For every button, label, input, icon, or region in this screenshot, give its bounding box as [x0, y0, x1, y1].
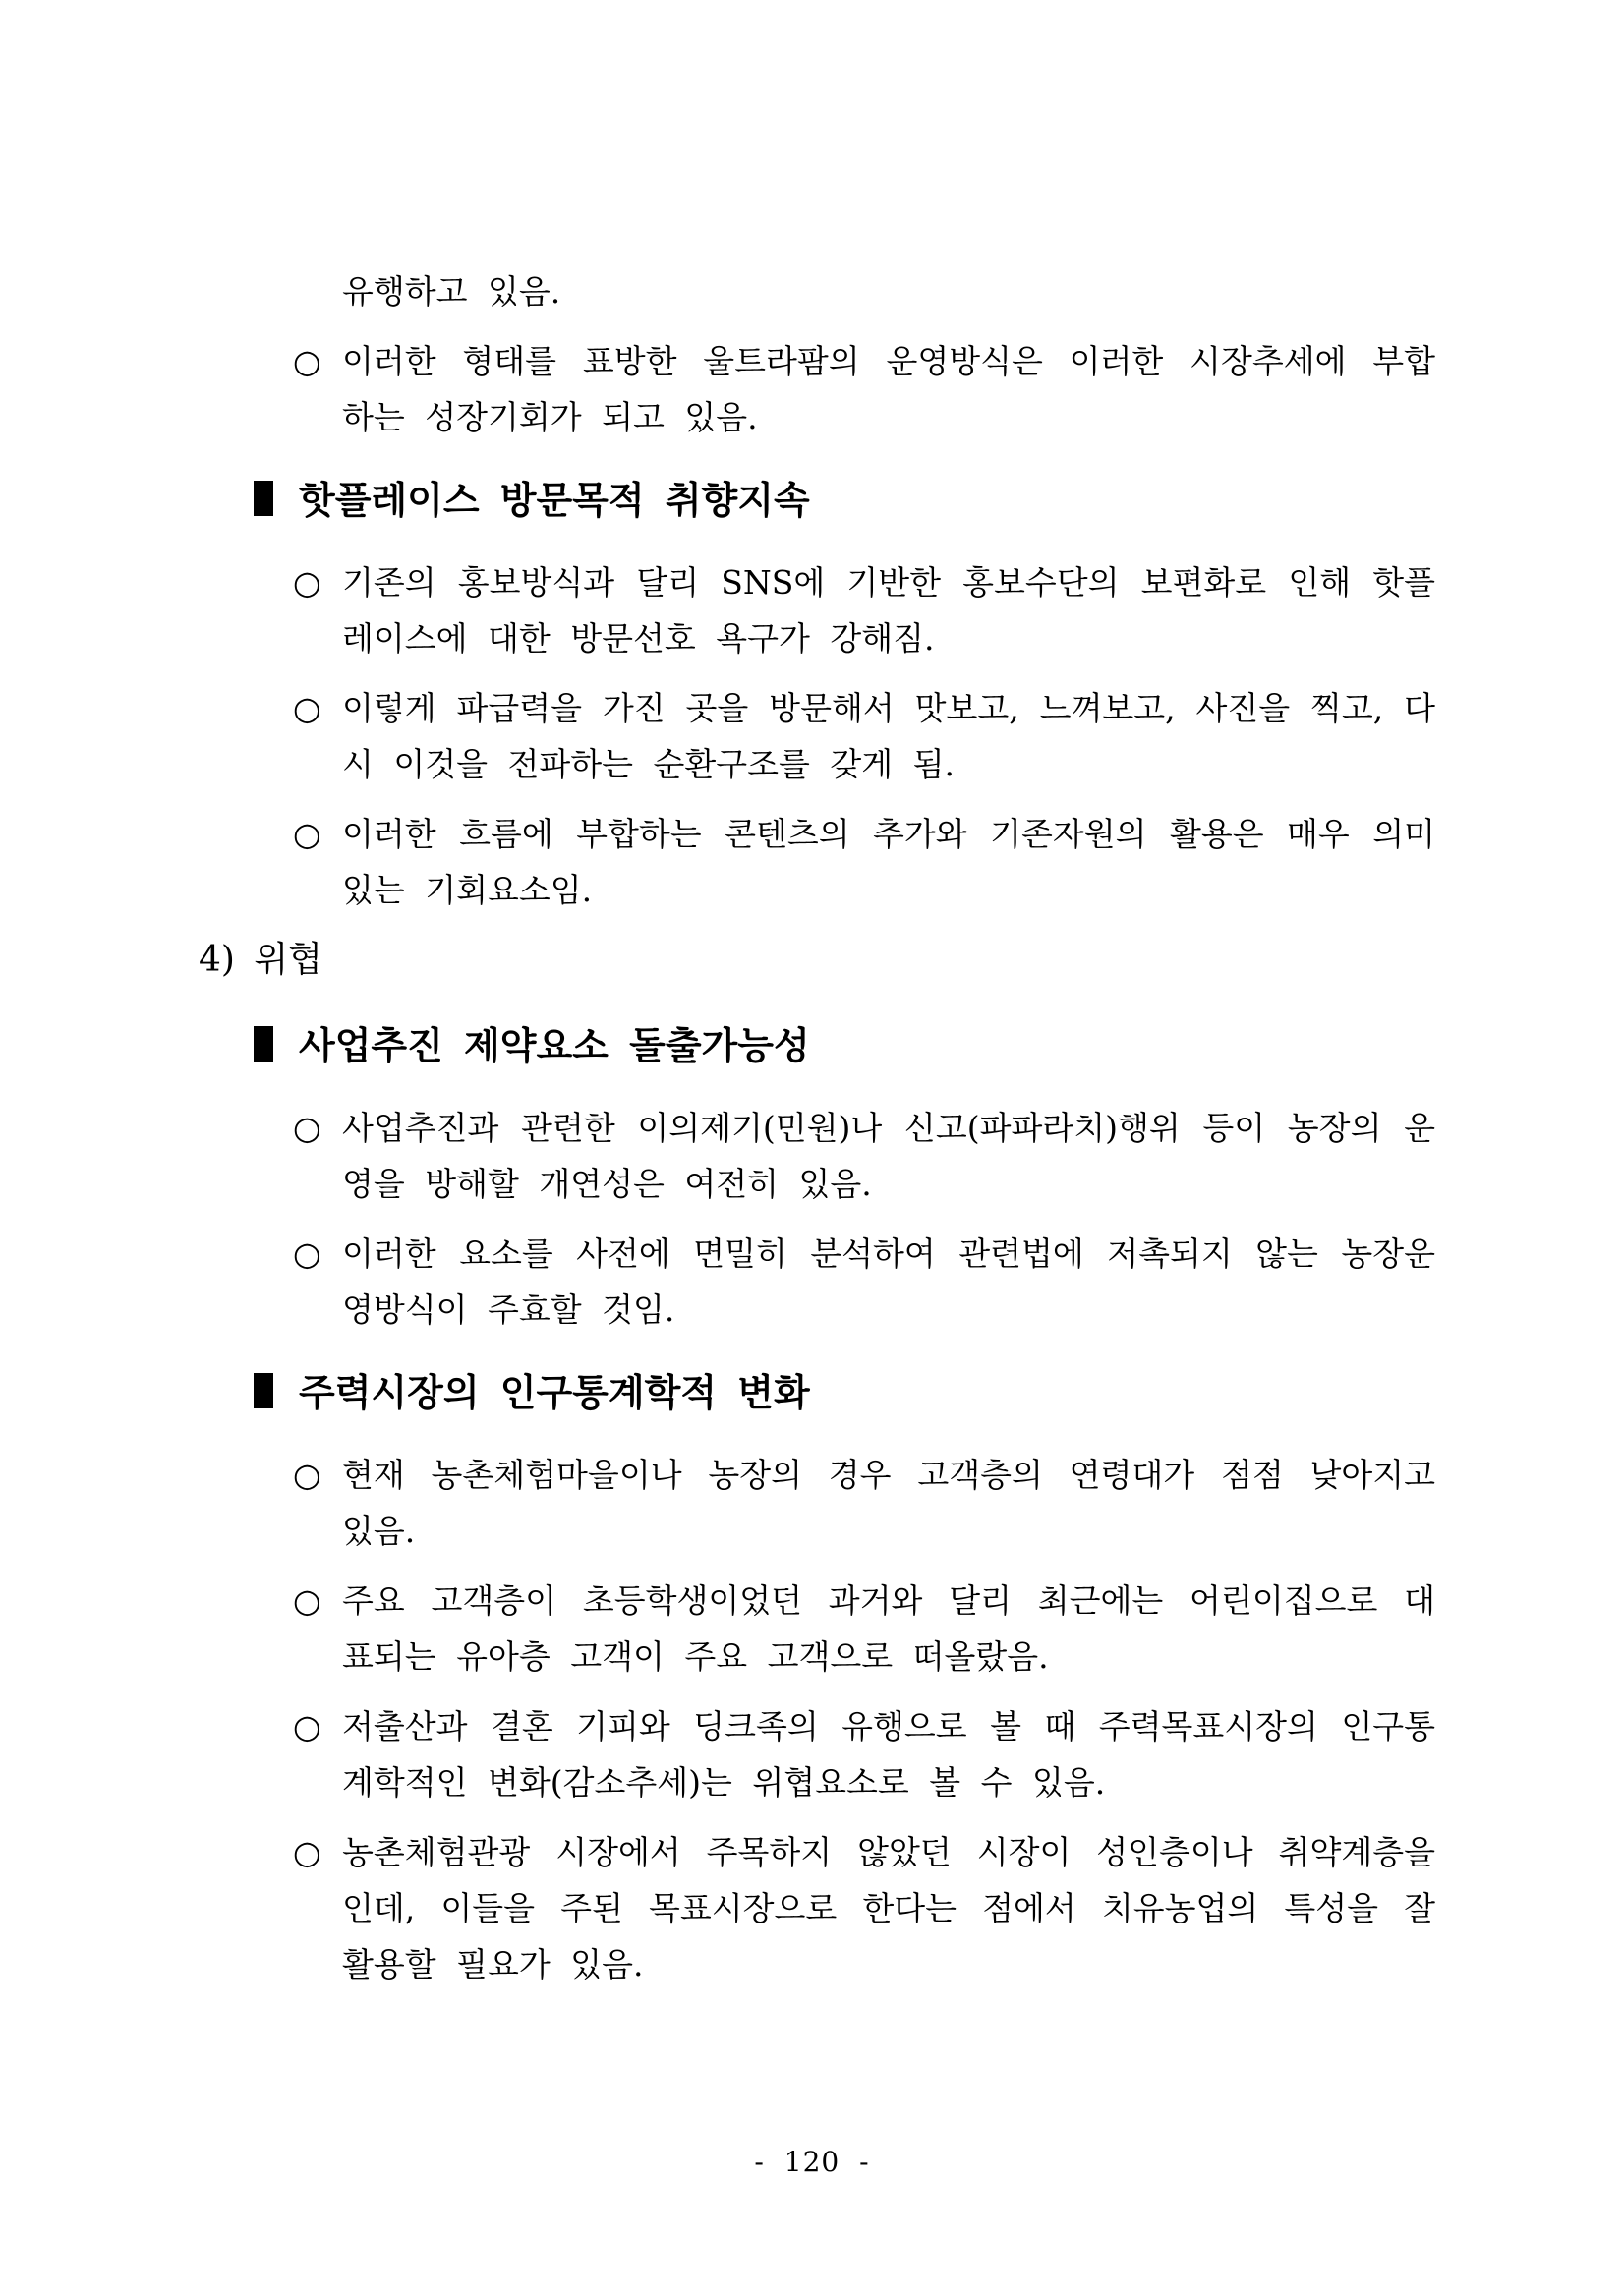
- section-heading: [254, 1017, 1624, 1073]
- paragraph-lines: [342, 1447, 1435, 1559]
- paragraph-lines: [342, 333, 1435, 445]
- text-line: 현재 농촌체험마을이나 농장의 경우 고객층의 연령대가 점점 낮아지고: [342, 1456, 1435, 1494]
- bullet-marker-icon: ○: [293, 1234, 321, 1273]
- bullet-item: [293, 1100, 1435, 1212]
- text-line: 시 이것을 전파하는 순환구조를 갖게 됨.: [342, 745, 955, 783]
- bullet-item: [293, 1226, 1435, 1338]
- continuation-paragraph: [293, 263, 1435, 319]
- bullet-marker-icon: ○: [293, 815, 321, 853]
- bullet-marker-icon: ○: [293, 1109, 321, 1147]
- paragraph-lines: [342, 1226, 1435, 1338]
- text-line: 하는 성장기회가 되고 있음.: [342, 398, 758, 436]
- heading-bar-icon: [254, 481, 273, 516]
- paragraph-lines: [342, 1573, 1435, 1685]
- bullet-item: [293, 806, 1435, 918]
- bullet-item: [293, 554, 1435, 666]
- text-line: 표되는 유아층 고객이 주요 고객으로 떠올랐음.: [342, 1637, 1049, 1676]
- heading-bar-icon: [254, 1026, 273, 1062]
- text-line: 기존의 홍보방식과 달리 SNS에 기반한 홍보수단의 보편화로 인해 핫플: [342, 563, 1435, 602]
- paragraph-lines: [342, 554, 1435, 666]
- outline-label: 4) 위협: [199, 940, 322, 980]
- text-line: 이러한 흐름에 부합하는 콘텐츠의 추가와 기존자원의 활용은 매우 의미: [342, 815, 1435, 853]
- bullet-item: [293, 680, 1435, 792]
- paragraph-lines: [342, 806, 1435, 918]
- paragraph-lines: [342, 1824, 1435, 1992]
- heading-label: 사업추진 제약요소 돌출가능성: [299, 1023, 810, 1067]
- bullet-item: [293, 1447, 1435, 1559]
- section-heading: [254, 1364, 1624, 1420]
- paragraph-lines: [342, 1100, 1435, 1212]
- section-heading: [254, 472, 1624, 528]
- text-line: 활용할 필요가 있음.: [342, 1945, 644, 1983]
- heading-label: 핫플레이스 방문목적 취향지속: [299, 478, 810, 522]
- page-footer: [0, 2141, 1624, 2184]
- text-line: 이러한 요소를 사전에 면밀히 분석하여 관련법에 저촉되지 않는 농장운: [342, 1234, 1435, 1273]
- bullet-marker-icon: ○: [293, 1833, 321, 1871]
- text-line: 인데, 이들을 주된 목표시장으로 한다는 점에서 치유농업의 특성을 잘: [342, 1889, 1435, 1927]
- text-line: 레이스에 대한 방문선호 욕구가 강해짐.: [342, 619, 935, 658]
- bullet-marker-icon: ○: [293, 563, 321, 602]
- text-line: 이렇게 파급력을 가진 곳을 방문해서 맛보고, 느껴보고, 사진을 찍고, 다: [342, 689, 1435, 727]
- bullet-marker-icon: ○: [293, 1581, 321, 1620]
- page-number: - 120 -: [754, 2146, 870, 2178]
- bullet-item: [293, 1698, 1435, 1810]
- bullet-item: [293, 1573, 1435, 1685]
- heading-label: 주력시장의 인구통계학적 변화: [299, 1370, 810, 1414]
- bullet-marker-icon: ○: [293, 1456, 321, 1494]
- heading-bar-icon: [254, 1373, 273, 1408]
- bullet-marker-icon: ○: [293, 689, 321, 727]
- paragraph-lines: [342, 680, 1435, 792]
- text-line: 있음.: [342, 1512, 416, 1550]
- outline-item: [199, 932, 1624, 988]
- text-line: 사업추진과 관련한 이의제기(민원)나 신고(파파라치)행위 등이 농장의 운: [342, 1109, 1435, 1147]
- text-line: 유행하고 있음.: [342, 272, 561, 311]
- text-line: 농촌체험관광 시장에서 주목하지 않았던 시장이 성인층이나 취약계층을: [342, 1833, 1435, 1871]
- bullet-marker-icon: ○: [293, 1707, 321, 1746]
- text-line: 이러한 형태를 표방한 울트라팜의 운영방식은 이러한 시장추세에 부합: [342, 342, 1435, 380]
- text-line: 주요 고객층이 초등학생이었던 과거와 달리 최근에는 어린이집으로 대: [342, 1581, 1435, 1620]
- bullet-marker-icon: ○: [293, 342, 321, 380]
- text-line: 계학적인 변화(감소추세)는 위협요소로 볼 수 있음.: [342, 1763, 1106, 1802]
- text-line: 영방식이 주효할 것임.: [342, 1291, 675, 1329]
- text-line: 있는 기회요소임.: [342, 871, 593, 909]
- bullet-item: [293, 1824, 1435, 1992]
- bullet-item: [293, 333, 1435, 445]
- text-line: 저출산과 결혼 기피와 딩크족의 유행으로 볼 때 주력목표시장의 인구통: [342, 1707, 1435, 1746]
- paragraph-lines: [342, 1698, 1435, 1810]
- paragraph-lines: [342, 263, 1435, 319]
- text-line: 영을 방해할 개연성은 여전히 있음.: [342, 1165, 872, 1203]
